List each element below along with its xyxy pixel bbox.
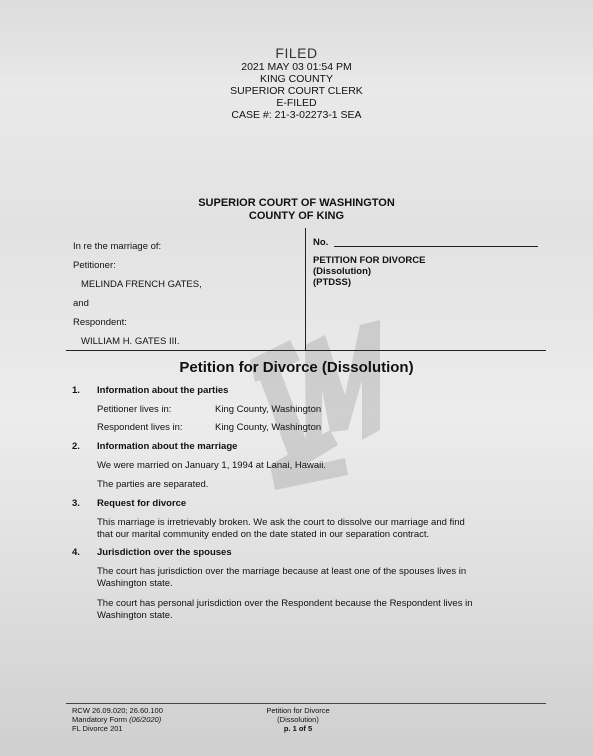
petitioner-label: Petitioner: <box>73 260 116 271</box>
case-caption-doc <box>313 237 538 288</box>
petitioner-name: MELINDA FRENCH GATES, <box>81 279 202 290</box>
footer-doc-title: Petition for Divorce <box>266 706 330 715</box>
court-heading <box>0 197 593 223</box>
request-text-line-1: This marriage is irretrievably broken. We ask the court to dissolve our marriage and find <box>97 517 465 528</box>
case-caption-parties <box>73 237 303 351</box>
respondent-name: WILLIAM H. GATES III. <box>81 336 180 347</box>
stamp-county: KING COUNTY <box>260 73 333 85</box>
footer-mandatory-form <box>72 715 163 724</box>
in-re-label: In re the marriage of: <box>73 241 162 252</box>
respondent-residence-value: King County, Washington <box>215 422 322 433</box>
request-text-line-2: that our marital community ended on the date stated in our separation contract. <box>97 529 430 540</box>
footer-page-number: p. 1 of 5 <box>283 724 313 733</box>
case-no-blank <box>334 237 538 247</box>
section-title: Information about the marriage <box>97 441 238 452</box>
court-name: SUPERIOR COURT OF WASHINGTON <box>198 197 395 209</box>
respondent-label: Respondent: <box>73 317 127 328</box>
doc-type-2: (Dissolution) <box>313 266 372 277</box>
marriage-date-text: We were married on January 1, 1994 at Lanai, Hawaii. <box>97 460 327 471</box>
footer-form-id: FL Divorce 201 <box>72 724 123 733</box>
stamp-case-number: CASE #: 21-3-02273-1 SEA <box>231 109 362 121</box>
petitioner-residence-value: King County, Washington <box>215 404 322 415</box>
filing-stamp <box>0 46 593 121</box>
section-number: 2. <box>72 441 80 452</box>
section-number: 3. <box>72 498 80 509</box>
caption-divider-vertical <box>305 228 306 350</box>
stamp-filed: FILED <box>275 45 318 61</box>
footer-divider <box>66 703 546 704</box>
court-county: COUNTY OF KING <box>248 210 345 222</box>
jurisdiction-marriage-line-2: Washington state. <box>97 578 173 589</box>
jurisdiction-marriage-line-1: The court has jurisdiction over the marriage because at least one of the spouses lives in <box>97 566 467 577</box>
doc-type-3: (PTDSS) <box>313 277 351 288</box>
separation-text: The parties are separated. <box>97 479 209 490</box>
case-no-label: No. <box>313 237 329 248</box>
petitioner-residence-label: Petitioner lives in: <box>97 404 172 415</box>
stamp-datetime: 2021 MAY 03 01:54 PM <box>241 61 352 73</box>
footer-form-info <box>72 706 163 733</box>
section-title: Jurisdiction over the spouses <box>97 547 232 558</box>
section-number: 1. <box>72 385 80 396</box>
footer-doc-info <box>260 706 336 733</box>
jurisdiction-personal-line-1: The court has personal jurisdiction over the Respondent because the Respondent lives in <box>97 598 473 609</box>
and-label: and <box>73 298 89 309</box>
footer-rcw: RCW 26.09.020; 26.60.100 <box>72 706 163 715</box>
stamp-clerk: SUPERIOR COURT CLERK <box>230 85 363 97</box>
footer-doc-subtitle: (Dissolution) <box>277 715 319 724</box>
jurisdiction-personal-line-2: Washington state. <box>97 610 173 621</box>
section-number: 4. <box>72 547 80 558</box>
caption-divider-horizontal <box>66 350 546 351</box>
doc-type-1: PETITION FOR DIVORCE <box>313 255 426 266</box>
section-title: Information about the parties <box>97 385 229 396</box>
footer-form-date: (06/2020) <box>129 715 162 724</box>
document-title: Petition for Divorce (Dissolution) <box>179 359 414 376</box>
section-title: Request for divorce <box>97 498 187 509</box>
stamp-efiled: E-FILED <box>276 97 317 109</box>
respondent-residence-label: Respondent lives in: <box>97 422 183 433</box>
footer-mandatory-label: Mandatory Form <box>72 715 130 724</box>
